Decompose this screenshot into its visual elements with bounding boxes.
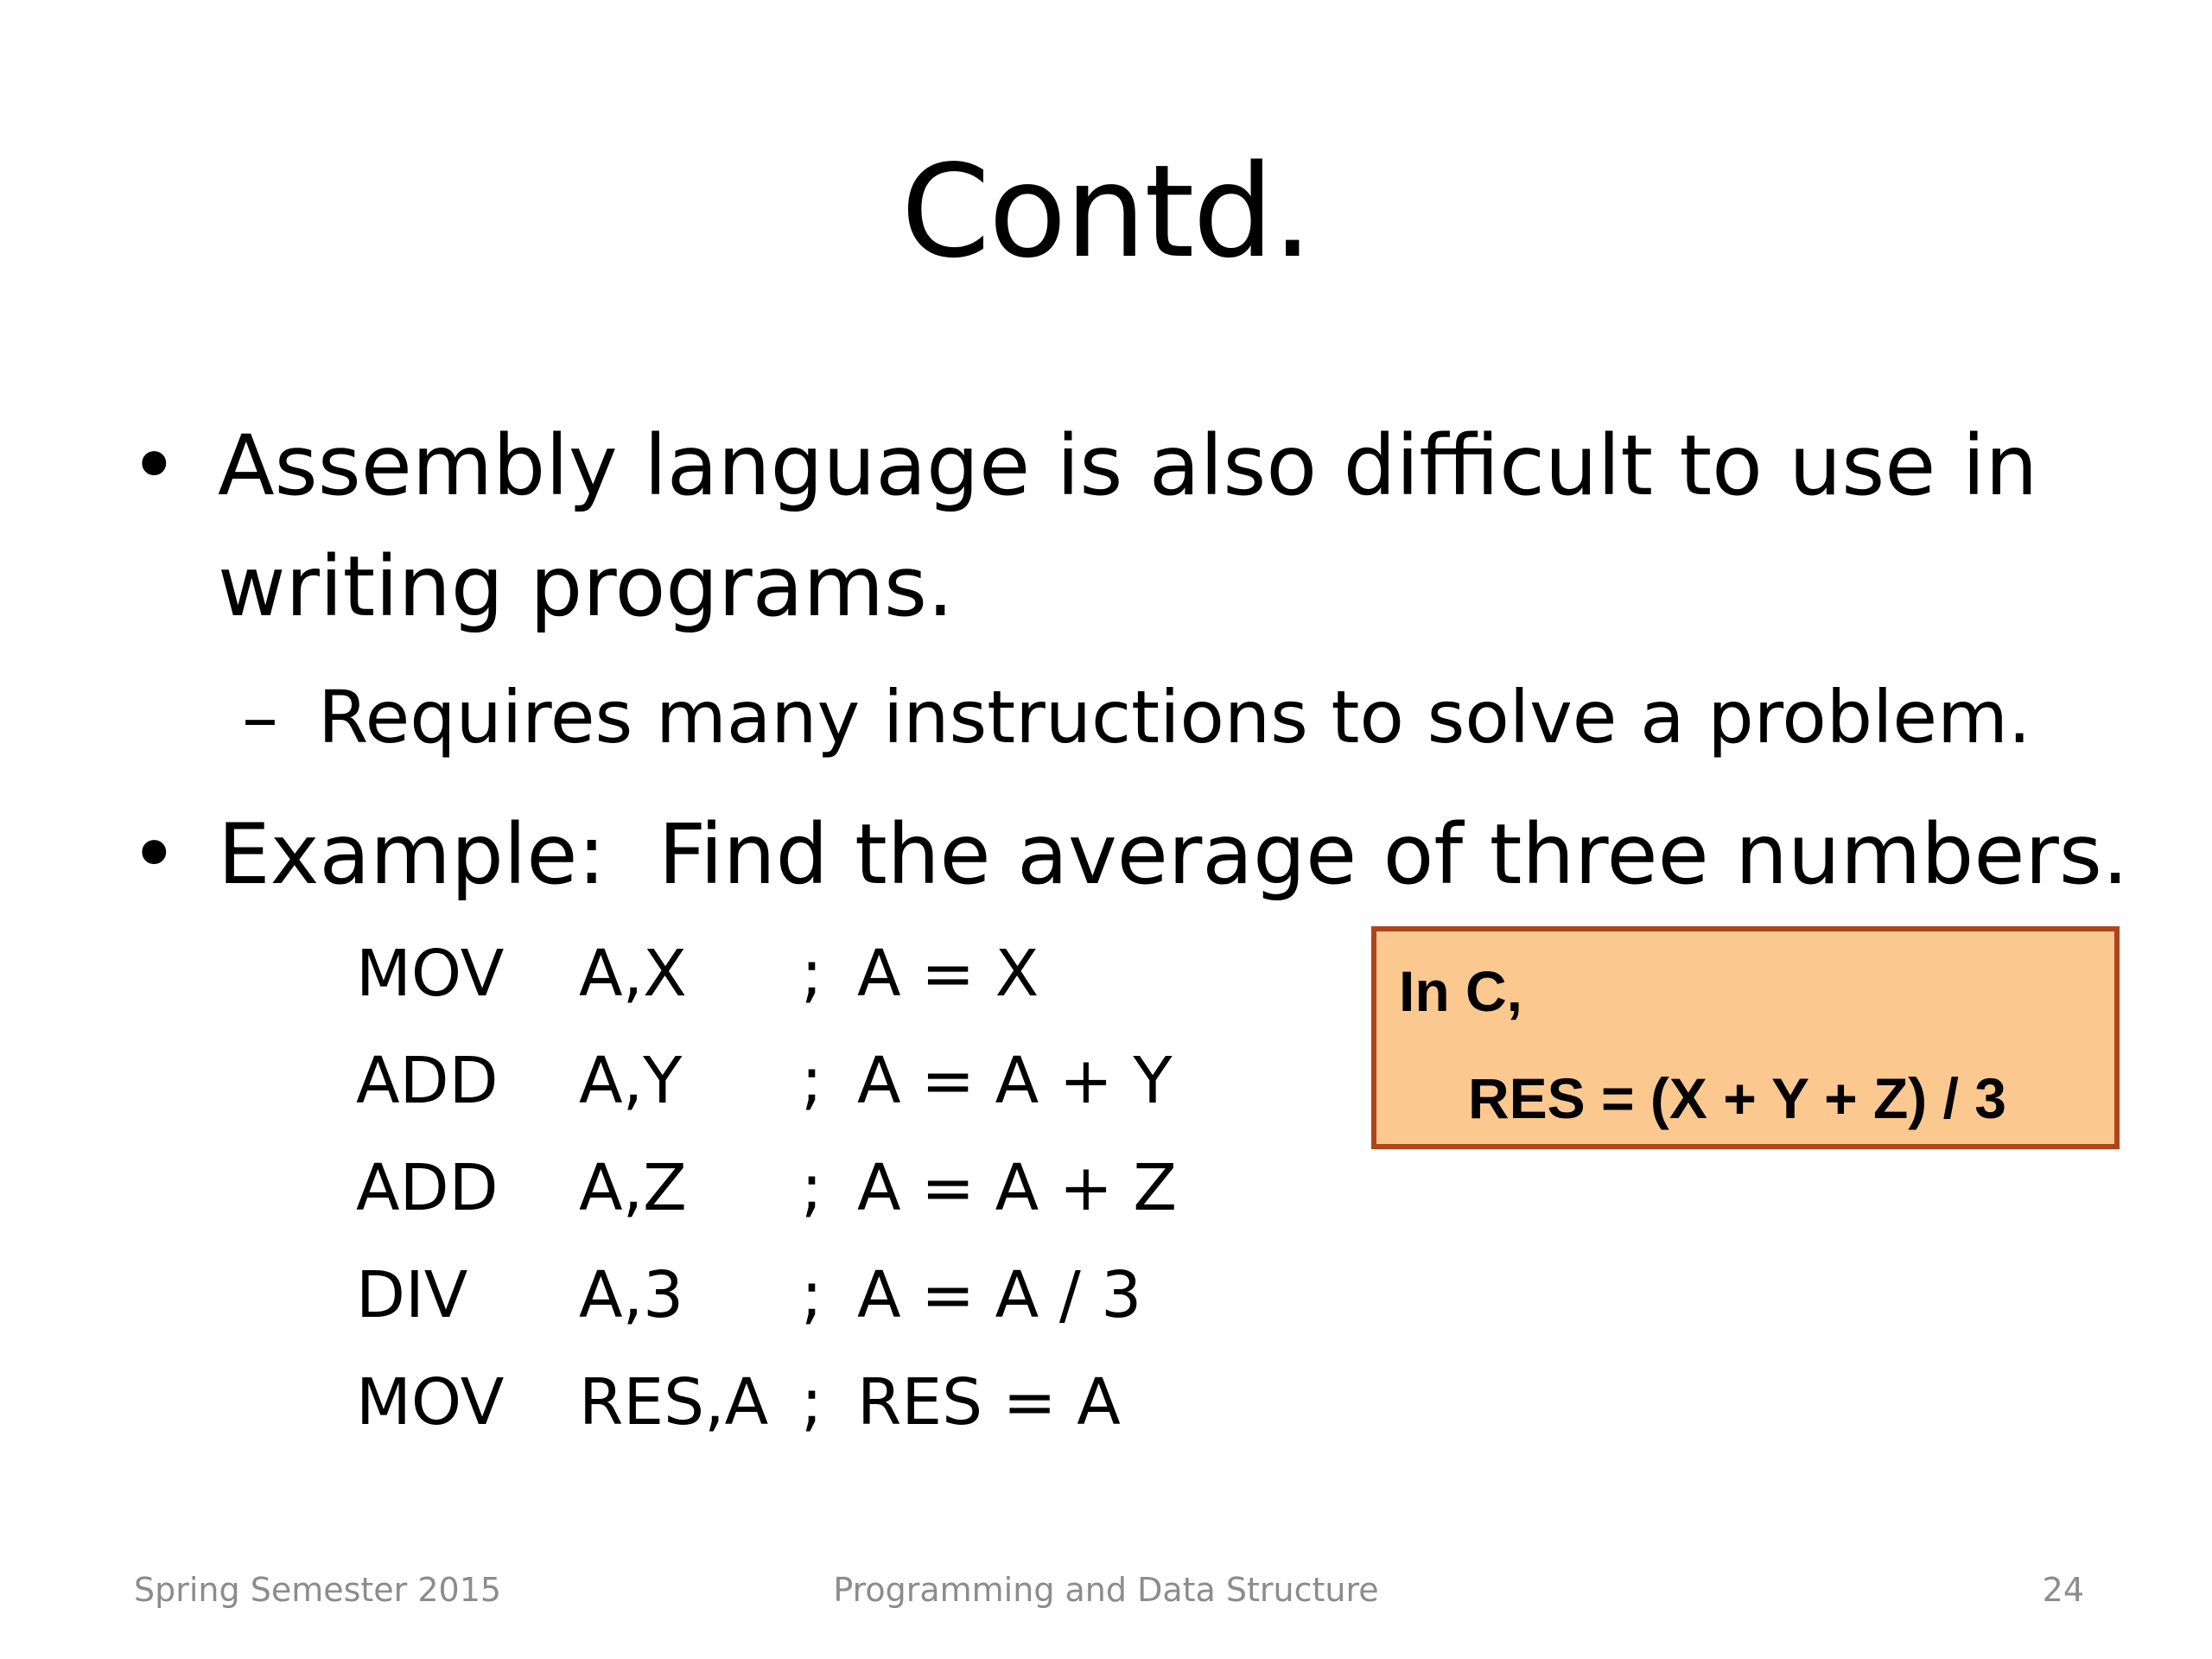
code-comment: A = X <box>857 937 1039 1011</box>
slide-title: Contd. <box>900 137 1312 286</box>
code-comment: A = A / 3 <box>857 1258 1142 1332</box>
bullet-text-line-2: writing programs. <box>218 538 954 635</box>
bullet-text-line-1: Assembly language is also difficult to use in <box>218 417 2038 514</box>
code-operands: A,Z <box>579 1151 687 1225</box>
bullet-dot: • <box>130 417 179 514</box>
code-comment-marker: ; <box>801 1365 823 1440</box>
code-comment-marker: ; <box>801 1151 823 1225</box>
footer-semester: Spring Semester 2015 <box>134 1571 502 1609</box>
code-opcode: MOV <box>356 1365 505 1440</box>
code-operands: A,Y <box>579 1044 683 1118</box>
code-opcode: MOV <box>356 937 505 1011</box>
sub-bullet-text: Requires many instructions to solve a problem. <box>318 675 2031 760</box>
code-comment-marker: ; <box>801 937 823 1011</box>
sub-bullet-dash: – <box>242 675 278 760</box>
code-comment-marker: ; <box>801 1258 823 1332</box>
code-comment: RES = A <box>857 1365 1121 1440</box>
code-comment-marker: ; <box>801 1044 823 1118</box>
code-comment: A = A + Z <box>857 1151 1178 1225</box>
code-opcode: ADD <box>356 1044 499 1118</box>
bullet-text-example: Example: Find the average of three numbers. <box>218 806 2129 903</box>
footer-page-number: 24 <box>2042 1571 2084 1609</box>
code-operands: A,3 <box>579 1258 684 1332</box>
code-operands: RES,A <box>579 1365 769 1440</box>
code-opcode: DIV <box>356 1258 468 1332</box>
c-box-heading: In C, <box>1399 959 1522 1023</box>
code-comment: A = A + Y <box>857 1044 1173 1118</box>
sub-bullet-many-instructions <box>242 665 2031 769</box>
bullet-example <box>130 795 2129 916</box>
c-box-expression: RES = (X + Y + Z) / 3 <box>1468 1066 2007 1130</box>
bullet-dot: • <box>130 806 179 903</box>
code-operands: A,X <box>579 937 687 1011</box>
c-equivalent-box <box>1371 926 2120 1149</box>
code-opcode: ADD <box>356 1151 499 1225</box>
bullet-assembly-difficulty <box>130 406 2038 648</box>
footer-course-title: Programming and Data Structure <box>833 1571 1379 1609</box>
